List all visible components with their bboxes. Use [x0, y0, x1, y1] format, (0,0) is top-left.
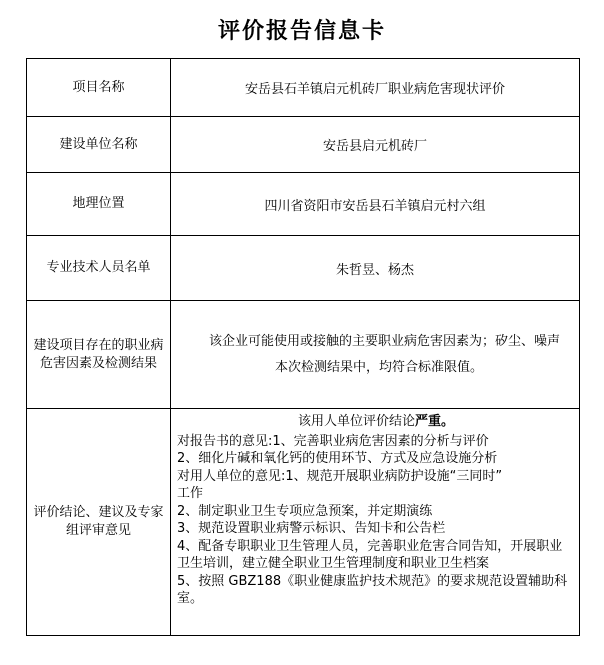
label-location: 地理位置: [27, 173, 171, 236]
conclusion-line: 2、制定职业卫生专项应急预案，并定期演练: [177, 503, 433, 519]
value-hazards: [171, 301, 580, 409]
table-row-unit-name: [27, 117, 580, 173]
value-unit-name: 安岳县启元机砖厂: [171, 117, 580, 173]
label-staff: 专业技术人员名单: [27, 236, 171, 301]
value-staff: 朱哲昱、杨杰: [171, 236, 580, 301]
document-title: 评价报告信息卡: [217, 19, 386, 44]
value-conclusion: [171, 409, 580, 636]
conclusion-line: 4、配备专职职业卫生管理人员，完善职业危害合同告知，开展职业卫生培训，建立健全职业卫生管理制度和职业卫生档案: [177, 538, 563, 571]
label-unit-name: 建设单位名称: [27, 117, 171, 173]
table-row-conclusion: [27, 409, 580, 636]
conclusion-line: 对报告书的意见:1、完善职业病危害因素的分析与评价: [177, 433, 489, 449]
conclusion-line: 3、规范设置职业病警示标识、告知卡和公告栏: [177, 521, 446, 536]
conclusion-line: 5、按照 GBZ188《职业健康监护技术规范》的要求规范设置辅助科室。: [177, 573, 568, 606]
table-row-location: [27, 173, 580, 236]
label-hazards: 建设项目存在的职业病危害因素及检测结果: [27, 301, 171, 409]
label-project-name: 项目名称: [27, 59, 171, 117]
conclusion-line: 工作: [177, 486, 204, 501]
table-row-project-name: [27, 59, 580, 117]
hazard-line: 该企业可能使用或接触的主要职业病危害因素为；矽尘、噪声: [209, 333, 561, 349]
value-project-name: 安岳县石羊镇启元机砖厂职业病危害现状评价: [171, 59, 580, 117]
table-row-hazards: [27, 301, 580, 409]
info-card-table: [26, 58, 580, 636]
value-location: 四川省资阳市安岳县石羊镇启元村六组: [171, 173, 580, 236]
conclusion-prefix: 该用人单位评价结论: [297, 414, 415, 429]
label-conclusion: 评价结论、建议及专家组评审意见: [27, 409, 171, 636]
conclusion-line: 2、细化片碱和氧化钙的使用环节、方式及应急设施分析: [177, 451, 498, 466]
conclusion-line: 对用人单位的意见:1、规范开展职业病防护设施“三同时”: [177, 468, 503, 484]
conclusion-verdict: 严重。: [415, 414, 455, 429]
table-row-staff: [27, 236, 580, 301]
conclusion-heading: [177, 413, 575, 431]
hazard-line: 本次检测结果中，均符合标准限值。: [275, 359, 484, 375]
